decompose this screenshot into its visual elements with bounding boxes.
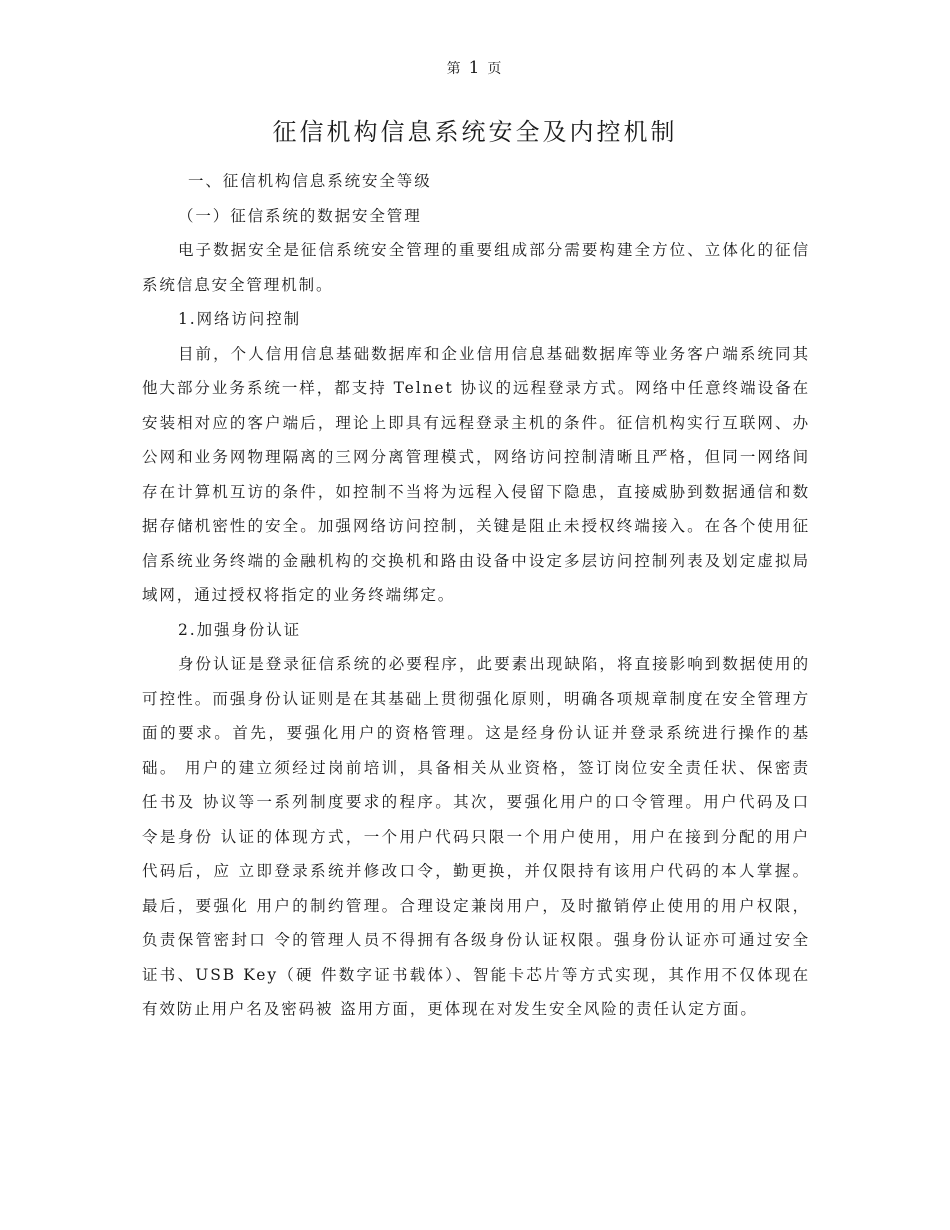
item1-paragraph: 目前，个人信用信息基础数据库和企业信用信息基础数据库等业务客户端系统同其他大部分业务系统一样，都支持 Telnet 协议的远程登录方式。网络中任意终端设备在安装相对应的客户端后，理论上即具有远程登录主机的条件。征信机构实行互联网、办公网和业务网物理隔离的三网分离管理模式，网络访问控制清晰且严格，但同一网络间存在计算机互访的条件，如控制不当将为远程入侵留下隐患，直接威胁到数据通信和数据存储机密性的安全。加强网络访问控制，关键是阻止未授权终端接入。在各个使用征信系统业务终端的金融机构的交换机和路由设备中设定多层访问控制列表及划定虚拟局域网，通过授权将指定的业务终端绑定。 <box>142 344 810 604</box>
intro-paragraph: 电子数据安全是征信系统安全管理的重要组成部分需要构建全方位、立体化的征信系统信息安全管理机制。 <box>142 241 810 294</box>
document-title: 征信机构信息系统安全及内控机制 <box>272 118 678 146</box>
item2-paragraph: 身份认证是登录征信系统的必要程序，此要素出现缺陷，将直接影响到数据使用的 可控性。而强身份认证则是在其基础上贯彻强化原则，明确各项规章制度在安全管理方面的要求。首先，要强化用户的资格管理。这是经身份认证并登录系统进行操作的基础。 用户的建立须经过岗前培训，具备相关从业资格，签订岗位安全责任状、保密责任书及 协议等一系列制度要求的程序。其次，要强化用户的口令管理。用户代码及口令是身份 认证的体现方式，一个用户代码只限一个用户使用，用户在接到分配的用户代码后，应 立即登录系统并修改口令，勤更换，并仅限持有该用户代码的本人掌握。最后，要强化 用户的制约管理。合理设定兼岗用户，及时撤销停止使用的用户权限，负责保管密封口 令的管理人员不得拥有各级身份认证权限。强身份认证亦可通过安全证书、USB Key（硬 件数字证书载体）、智能卡芯片等方式实现，其作用不仅体现在有效防止用户名及密码被 盗用方面，更体现在对发生安全风险的责任认定方面。 <box>142 655 810 1018</box>
page-number-value: 1 <box>468 58 482 78</box>
page-number <box>0 58 950 78</box>
item2-heading: 2.加强身份认证 <box>178 620 301 639</box>
page-number-prefix: 第 <box>446 61 463 77</box>
section-heading-level2: （一）征信系统的数据安全管理 <box>178 206 422 225</box>
page-number-suffix: 页 <box>487 61 504 77</box>
section-heading-level1: 一、征信机构信息系统安全等级 <box>188 172 432 190</box>
document-body <box>142 164 810 1027</box>
item1-heading: 1.网络访问控制 <box>178 310 301 328</box>
